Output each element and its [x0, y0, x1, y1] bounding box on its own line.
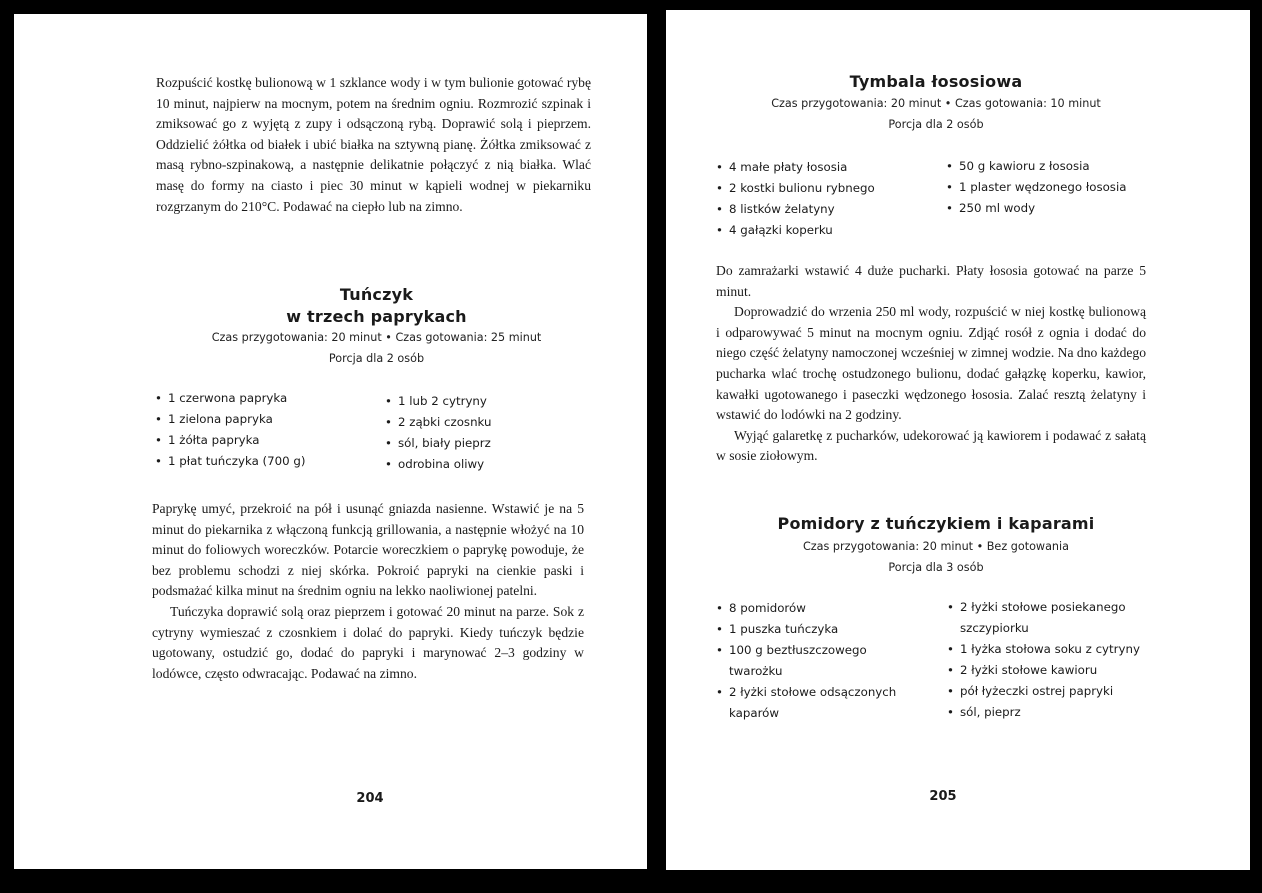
recipe-title-line1: Tuńczyk — [339, 285, 414, 304]
ingredient-item: • 2 łyżki stołowe posiekanego szczypiorku — [947, 597, 1157, 639]
page-number-left: 204 — [356, 791, 384, 806]
ingredient-item: • 2 łyżki stołowe kawioru — [947, 660, 1157, 681]
ingredient-item: • 4 gałązki koperku — [716, 220, 941, 241]
book-spine — [647, 0, 666, 893]
intro-text: Rozpuścić kostkę bulionową w 1 szklance wody i w tym bulionie gotować rybę 10 minut, najpierw na mocnym, potem na średnim ogniu. Rozmrozić szpinak i zmiksować go z wyjętą z zupy i odsączoną rybą. Doprawić solą i pieprzem. Oddzielić żółtka od białek i ubić białka na sztywną pianę. Żółtka zmiksować z masą rybno-szpinakową, a następnie delikatnie połączyć z nią białka. Wlać masę do formy na ciasto i piec 30 minut w kąpieli wodnej w piekarniku rozgrzanym do 210°C. Podawać na ciepło lub na zimno. — [156, 75, 591, 214]
ingredient-item: • 1 łyżka stołowa soku z cytryny — [947, 639, 1157, 660]
recipe-portion: Porcja dla 3 osób — [888, 561, 984, 574]
ingredient-item: • sól, pieprz — [947, 702, 1157, 723]
method-text — [716, 261, 1146, 467]
scan-edge-right — [1250, 0, 1262, 893]
recipe-title-tymbala: Tymbala łososiowa — [849, 72, 1023, 91]
recipe-times: Czas przygotowania: 20 minut • Czas gotowania: 10 minut — [771, 97, 1101, 110]
method-paragraph-2: Doprowadzić do wrzenia 250 ml wody, rozpuścić w niej kostkę bulionową i odparowywać 5 minut na mocnym ogniu. Zdjąć rosół z ognia i dodać do niego część żelatyny namoczonej wcześniej w zimnej wodzie. Na dno każdego pucharka wlać trochę ostudzonego bulionu, dodać gałązkę koperku, kawior, kawałki ugotowanego i paseczki wędzonego łososia. Zalać resztą żelatyny i wstawić do lodówki na 2 godziny. — [716, 304, 1146, 423]
ingredient-item: • 8 listków żelatyny — [716, 199, 941, 220]
scan-edge-left — [0, 0, 14, 893]
ingredients-col2 — [385, 391, 595, 475]
recipe-portion: Porcja dla 2 osób — [328, 352, 425, 365]
ingredient-item: • 1 zielona papryka — [155, 409, 375, 430]
ingredient-item: • 50 g kawioru z łososia — [946, 156, 1156, 177]
ingredients-col1 — [716, 598, 906, 724]
recipe-meta-tunczyk — [164, 327, 589, 369]
left-page — [14, 14, 647, 869]
ingredient-item: • 1 puszka tuńczyka — [716, 619, 906, 640]
ingredient-item: • 4 małe płaty łososia — [716, 157, 941, 178]
method-paragraph-1: Paprykę umyć, przekroić na pół i usunąć gniazda nasienne. Wstawić je na 5 minut do piekarnika z włączoną funkcją grillowania, a następnie włożyć na 10 minut do foliowych woreczków. Potarcie woreczkiem o paprykę powoduje, że bez problemu schodzi z niej skórka. Pokroić papryki na cienkie paski i podsmażać kilka minut na średnim ogniu na lekko naoliwionej patelni. — [152, 501, 584, 599]
right-page — [666, 10, 1250, 870]
ingredient-item: • 1 płat tuńczyka (700 g) — [155, 451, 375, 472]
ingredients-col1 — [155, 388, 375, 472]
recipe-title-pomidory: Pomidory z tuńczykiem i kaparami — [777, 514, 1095, 533]
ingredients-col2 — [946, 156, 1156, 219]
recipe-meta-pomidory — [716, 536, 1156, 578]
ingredients-col1 — [716, 157, 941, 241]
recipe-times: Czas przygotowania: 20 minut • Bez gotowania — [803, 540, 1069, 553]
ingredient-item: • pół łyżeczki ostrej papryki — [947, 681, 1157, 702]
ingredient-item: • 1 żółta papryka — [155, 430, 375, 451]
ingredient-item: • 100 g beztłuszczowego twarożku — [716, 640, 906, 682]
ingredient-item: • 2 ząbki czosnku — [385, 412, 595, 433]
recipe-portion: Porcja dla 2 osób — [888, 118, 984, 131]
ingredient-item: • sól, biały pieprz — [385, 433, 595, 454]
page-number-right: 205 — [929, 789, 957, 804]
ingredient-item: • 250 ml wody — [946, 198, 1156, 219]
method-paragraph-2: Tuńczyka doprawić solą oraz pieprzem i gotować 20 minut na parze. Sok z cytryny wymieszać z czosnkiem i dolać do papryki. Kiedy tuńczyk będzie ugotowany, ostudzić go, dodać do papryki i marynować 2–3 godziny w lodówce, często odwracając. Podawać na zimno. — [152, 603, 584, 681]
method-paragraph-1: Do zamrażarki wstawić 4 duże pucharki. Płaty łososia gotować na parze 5 minut. — [716, 263, 1146, 299]
intro-paragraph — [156, 73, 591, 217]
ingredient-item: • 2 łyżki stołowe odsączonych kaparów — [716, 682, 906, 724]
ingredient-item: • 2 kostki bulionu rybnego — [716, 178, 941, 199]
ingredients-col2 — [947, 597, 1157, 723]
ingredient-item: • 8 pomidorów — [716, 598, 906, 619]
ingredient-item: • 1 czerwona papryka — [155, 388, 375, 409]
recipe-title-tunczyk — [164, 284, 589, 328]
recipe-times: Czas przygotowania: 20 minut • Czas gotowania: 25 minut — [211, 331, 542, 344]
recipe-meta-tymbala — [716, 93, 1156, 135]
scan-edge-bottom — [0, 868, 1262, 893]
method-text — [152, 499, 584, 684]
recipe-title-line2: w trzech paprykach — [286, 307, 467, 326]
ingredient-item: • odrobina oliwy — [385, 454, 595, 475]
ingredient-item: • 1 lub 2 cytryny — [385, 391, 595, 412]
ingredient-item: • 1 plaster wędzonego łososia — [946, 177, 1156, 198]
method-paragraph-3: Wyjąć galaretkę z pucharków, udekorować ją kawiorem i podawać z sałatą w sosie ziołowym. — [716, 427, 1146, 464]
